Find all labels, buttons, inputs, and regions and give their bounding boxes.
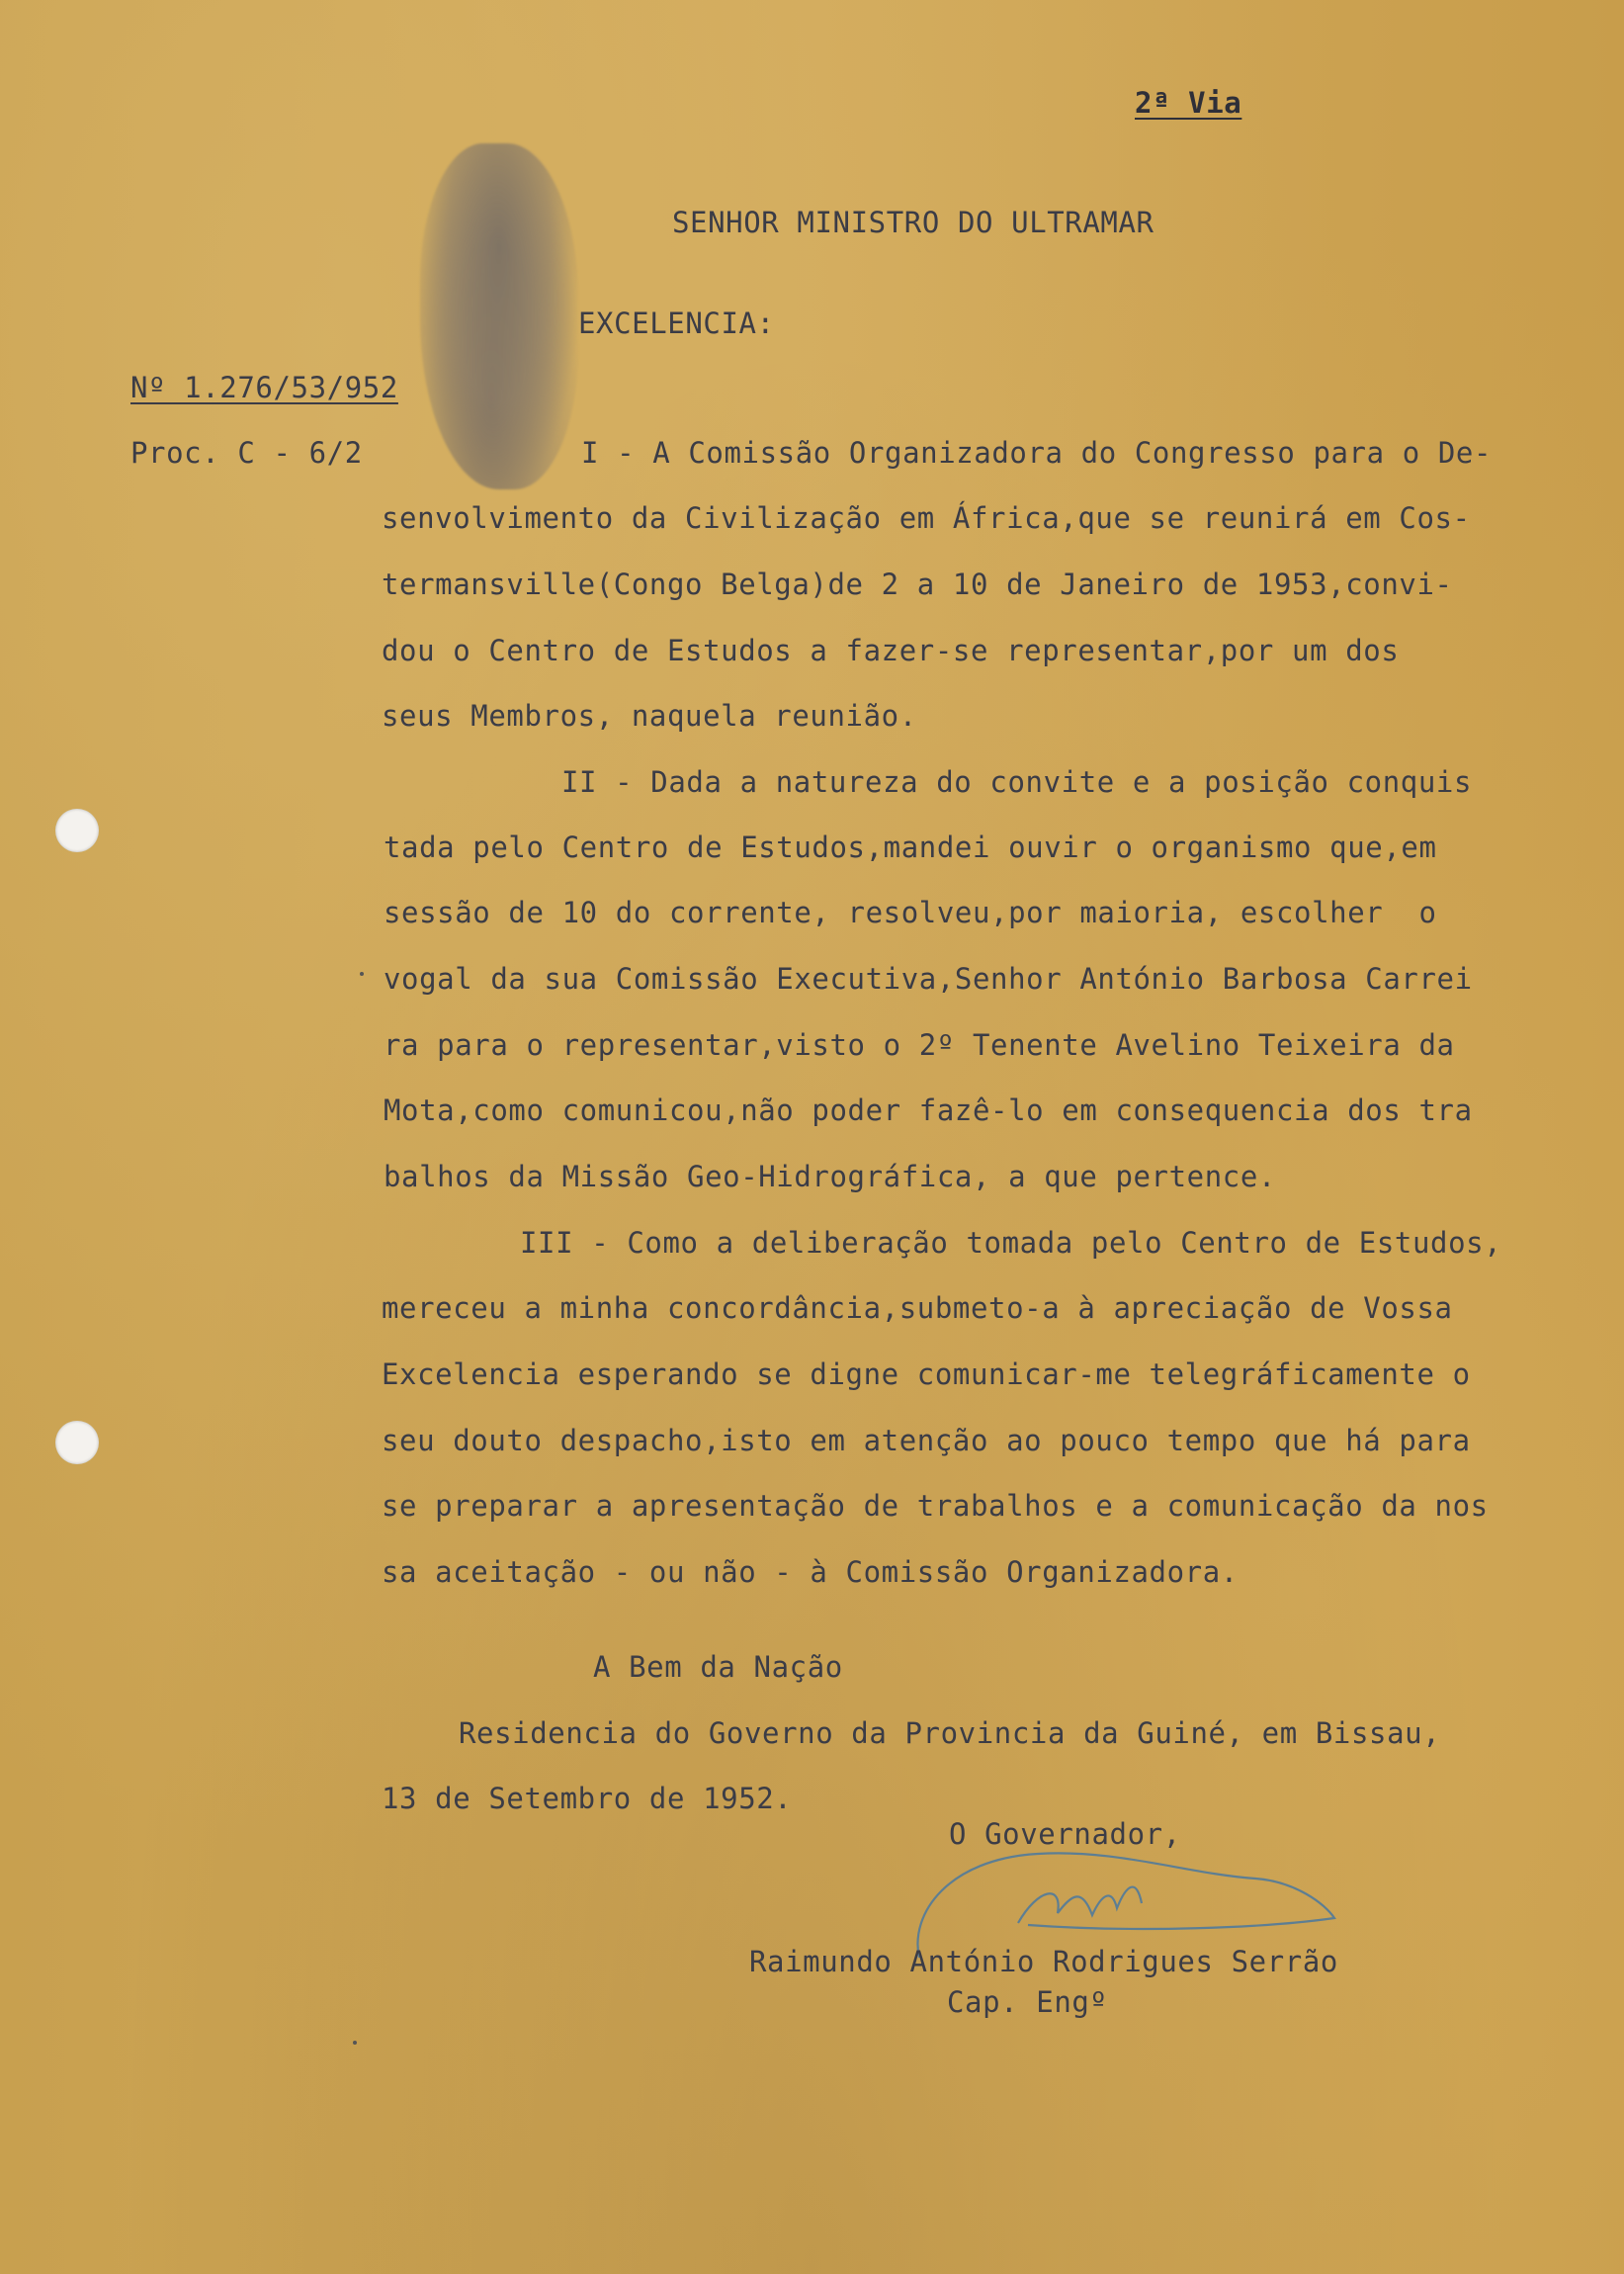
reference-number: Nº 1.276/53/952 (130, 371, 398, 404)
paragraph-line: termansville(Congo Belga)de 2 a 10 de Janeiro de 1953,convi- (382, 568, 1453, 601)
paragraph-line: mereceu a minha concordância,submeto-a à apreciação de Vossa (382, 1291, 1453, 1325)
signatory-rank: Cap. Engº (947, 1985, 1108, 2019)
paragraph-line: sessão de 10 do corrente, resolveu,por maioria, escolher o (384, 896, 1437, 929)
paragraph-line: vogal da sua Comissão Executiva,Senhor António Barbosa Carrei (384, 962, 1473, 996)
paragraph-line: se preparar a apresentação de trabalhos e a comunicação da nos (382, 1489, 1489, 1523)
signatory-name: Raimundo António Rodrigues Serrão (749, 1945, 1338, 1978)
paragraph-line: balhos da Missão Geo-Hidrográfica, a que pertence. (384, 1160, 1276, 1193)
paragraph-line: II - Dada a natureza do convite e a posição conquis (561, 765, 1473, 799)
paragraph-line: dou o Centro de Estudos a fazer-se representar,por um dos (382, 634, 1400, 667)
salutation: EXCELENCIA: (578, 306, 775, 340)
paper-stain (420, 143, 578, 489)
copy-label: 2ª Via (1135, 86, 1242, 120)
paragraph-line: III - Como a deliberação tomada pelo Centro de Estudos, (520, 1226, 1502, 1260)
paragraph-line: seus Membros, naquela reunião. (382, 699, 917, 733)
ink-speck (360, 972, 364, 976)
paragraph-line: Mota,como comunicou,não poder fazê-lo em consequencia dos tra (384, 1093, 1473, 1127)
paragraph-line: sa aceitação - ou não - à Comissão Organizadora. (382, 1555, 1239, 1589)
paragraph-line: Excelencia esperando se digne comunicar-me telegráficamente o (382, 1357, 1471, 1391)
punch-hole-bottom (55, 1421, 99, 1464)
ink-speck (353, 2041, 357, 2045)
paragraph-line: tada pelo Centro de Estudos,mandei ouvir o organismo que,em (384, 831, 1437, 864)
paragraph-line: I - A Comissão Organizadora do Congresso para o De- (581, 436, 1493, 470)
closing-place: Residencia do Governo da Provincia da Guiné, em Bissau, (459, 1716, 1441, 1750)
handwritten-signature (890, 1834, 1354, 1963)
closing-motto: A Bem da Nação (593, 1650, 843, 1684)
paragraph-line: ra para o representar,visto o 2º Tenente Avelino Teixeira da (384, 1028, 1455, 1062)
addressee: SENHOR MINISTRO DO ULTRAMAR (672, 206, 1154, 239)
paragraph-line: seu douto despacho,isto em atenção ao pouco tempo que há para (382, 1424, 1471, 1457)
closing-date: 13 de Setembro de 1952. (382, 1782, 793, 1815)
paragraph-line: senvolvimento da Civilização em África,que se reunirá em Cos- (382, 501, 1471, 535)
signatory-role: O Governador, (949, 1817, 1181, 1851)
process-number: Proc. C - 6/2 (130, 436, 363, 470)
punch-hole-top (55, 809, 99, 852)
